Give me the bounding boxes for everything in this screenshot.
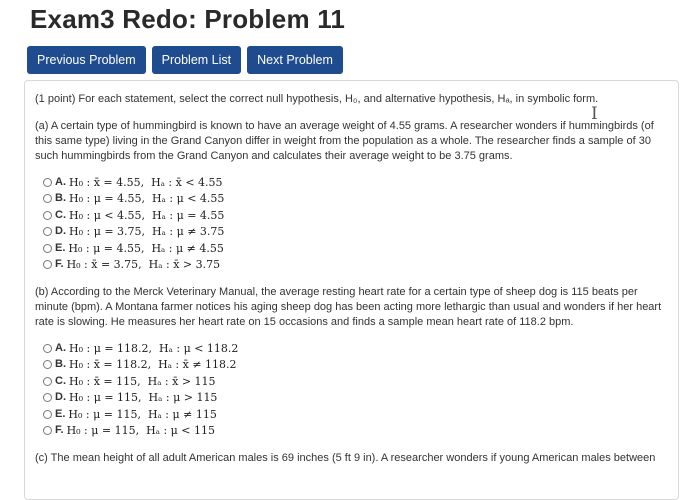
problem-intro: (1 point) For each statement, select the correct null hypothesis, H₀, and alternative hypothesis, Hₐ, in symbolic form. [35, 93, 599, 105]
radio-button[interactable] [43, 194, 52, 203]
problem-panel [24, 80, 679, 500]
part-a-option[interactable]: E. H₀ : μ = 4.55, Hₐ : μ ≠ 4.55 [43, 240, 668, 257]
next-problem-button[interactable]: Next Problem [247, 46, 343, 74]
taskbar-strip [0, 478, 700, 488]
part-a-option[interactable]: D. H₀ : μ = 3.75, Hₐ : μ ≠ 3.75 [43, 224, 668, 241]
part-b-options [43, 340, 668, 439]
text-cursor-icon: I [591, 104, 598, 124]
radio-button[interactable] [43, 344, 52, 353]
page-title: Exam3 Redo: Problem 11 [30, 4, 346, 34]
part-a-option[interactable]: A. H₀ : x̄ = 4.55, Hₐ : x̄ < 4.55 [43, 174, 668, 191]
part-a-option[interactable]: C. H₀ : μ < 4.55, Hₐ : μ = 4.55 [43, 207, 668, 224]
radio-button[interactable] [43, 377, 52, 386]
part-b-option[interactable]: C. H₀ : x̄ = 115, Hₐ : x̄ > 115 [43, 373, 668, 390]
radio-button[interactable] [43, 227, 52, 236]
part-c-text: (c) The mean height of all adult American males is 69 inches (5 ft 9 in). A researcher wonders if young American males between [35, 452, 656, 464]
problem-nav [27, 46, 343, 74]
part-b-text: (b) According to the Merck Veterinary Manual, the average resting heart rate for a certain type of sheep dog is 115 beats per minute (bpm). A Montana farmer notices his aging sheep dog has been acting more lethargic than usual and wonders if her heart rate is slowing. He measures her heart rate on 15 occasions and finds a sample mean heart rate of 118.2 bpm. [35, 286, 662, 328]
radio-button[interactable] [43, 244, 52, 253]
radio-button[interactable] [43, 426, 52, 435]
problem-list-button[interactable]: Problem List [152, 46, 241, 74]
previous-problem-button[interactable]: Previous Problem [27, 46, 146, 74]
part-b-option[interactable]: F. H₀ : μ = 115, Hₐ : μ < 115 [43, 423, 668, 440]
part-b-option[interactable]: B. H₀ : x̄ = 118.2, Hₐ : x̄ ≠ 118.2 [43, 357, 668, 374]
part-a-option[interactable]: B. H₀ : μ = 4.55, Hₐ : μ < 4.55 [43, 191, 668, 208]
radio-button[interactable] [43, 360, 52, 369]
part-a-options [43, 174, 668, 273]
part-b-option[interactable]: E. H₀ : μ = 115, Hₐ : μ ≠ 115 [43, 406, 668, 423]
radio-button[interactable] [43, 178, 52, 187]
radio-button[interactable] [43, 410, 52, 419]
part-a-option[interactable]: F. H₀ : x̄ = 3.75, Hₐ : x̄ > 3.75 [43, 257, 668, 274]
radio-button[interactable] [43, 260, 52, 269]
part-b-option[interactable]: D. H₀ : μ = 115, Hₐ : μ > 115 [43, 390, 668, 407]
radio-button[interactable] [43, 393, 52, 402]
radio-button[interactable] [43, 211, 52, 220]
part-b-option[interactable]: A. H₀ : μ = 118.2, Hₐ : μ < 118.2 [43, 340, 668, 357]
part-a-text: (a) A certain type of hummingbird is known to have an average weight of 4.55 grams. A researcher wonders if hummingbirds (of this same type) living in the Grand Canyon differ in weight from the population as a whole. The researcher finds a sample of 30 such hummingbirds from the Grand Canyon and calculates their average weight to be 3.75 grams. [35, 120, 654, 162]
